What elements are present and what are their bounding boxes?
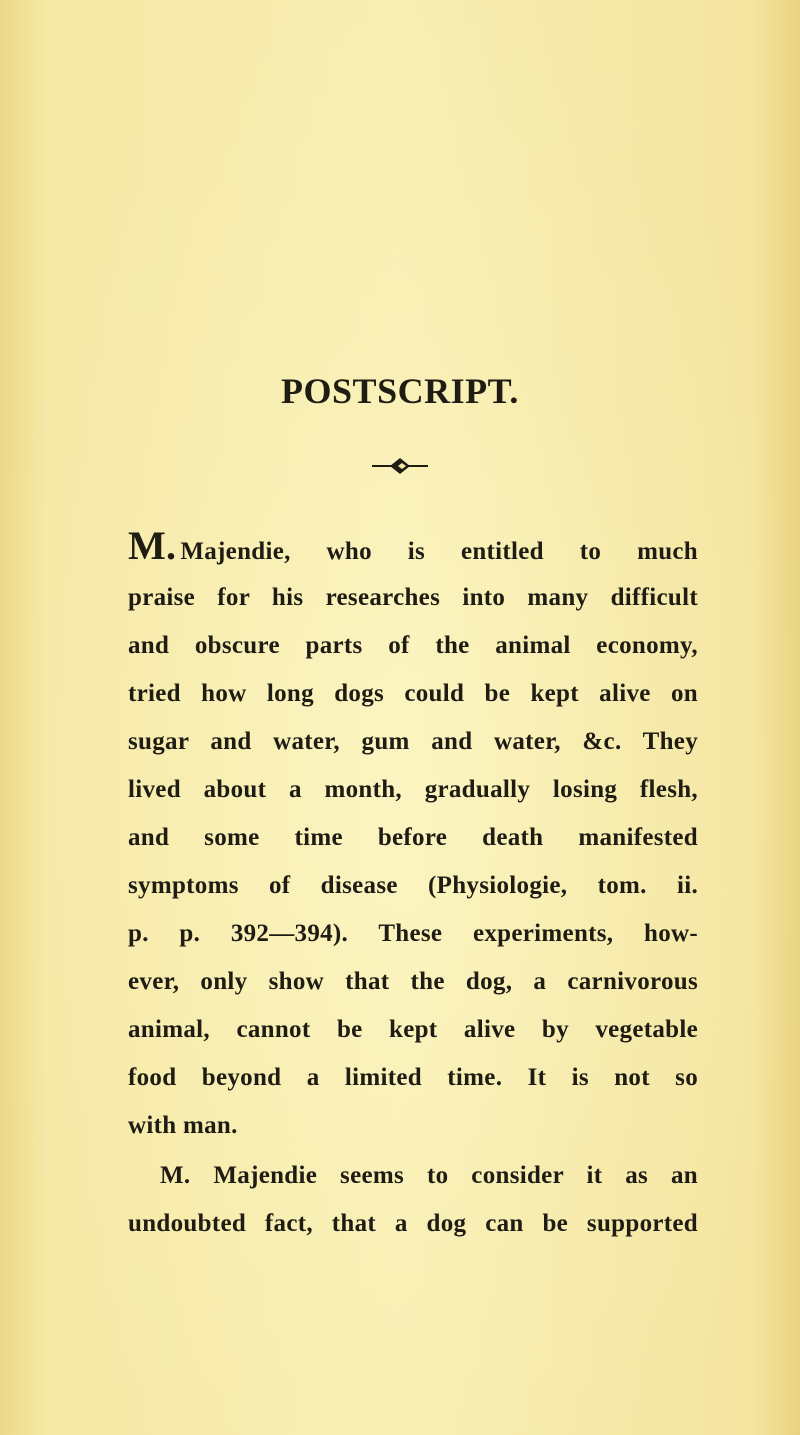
text-line: symptoms of disease (Physiologie, tom. ii.: [128, 872, 698, 899]
text-line: sugar and water, gum and water, &c. They: [128, 728, 698, 755]
text-line: tried how long dogs could be kept alive on: [128, 680, 698, 707]
text-line: animal, cannot be kept alive by vegetable: [128, 1016, 698, 1043]
ornament-divider-icon: [368, 454, 432, 478]
text-line: ever, only show that the dog, a carnivorous: [128, 968, 698, 995]
text-line: food beyond a limited time. It is not so: [128, 1064, 698, 1091]
text-line: p. p. 392—394). These experiments, how-: [128, 920, 698, 947]
text-line: M. Majendie, who is entitled to much: [128, 523, 698, 568]
text-line: praise for his researches into many difficult: [128, 584, 698, 611]
text-line: and obscure parts of the animal economy,: [128, 632, 698, 659]
text-line: with man.: [128, 1112, 238, 1139]
drop-letter: M.: [128, 523, 177, 568]
paragraph-2: [128, 1152, 698, 1248]
page-heading: POSTSCRIPT.: [281, 371, 519, 411]
text-line: and some time before death manifested: [128, 824, 698, 851]
text-line: M. Majendie seems to consider it as an: [160, 1162, 698, 1189]
text-line: lived about a month, gradually losing flesh,: [128, 776, 698, 803]
paragraph-1: [128, 523, 698, 1150]
text-line: undoubted fact, that a dog can be supported: [128, 1210, 698, 1237]
